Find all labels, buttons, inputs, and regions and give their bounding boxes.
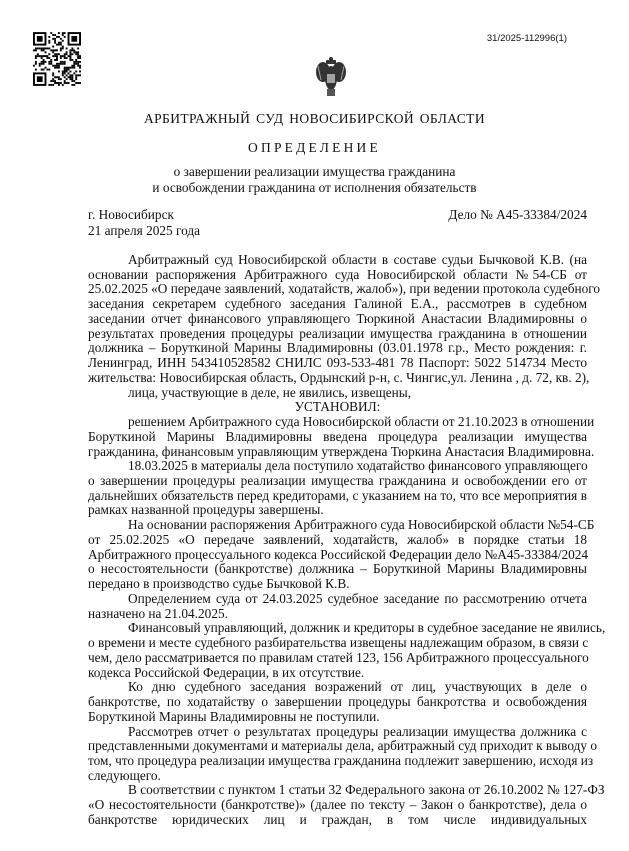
court-name: АРБИТРАЖНЫЙ СУД НОВОСИБИРСКОЙ ОБЛАСТИ [144, 111, 485, 126]
text-line: банкротстве юридических лиц и граждан, в том числе индивидуальных [88, 811, 587, 827]
text-line: кодекса Российской Федерации, в их отсутствие. [88, 664, 365, 680]
case-number: Дело № А45-33384/2024 [448, 207, 587, 222]
text-line: Боруткиной Марины Владимировны введена процедура реализации имущества [88, 428, 587, 444]
paragraph [88, 620, 606, 680]
text-line: представленными документами и материалы дела, арбитражный суд приходит к выводу о [88, 738, 597, 754]
text-line: о времени и месте судебного разбирательства извещены надлежащим образом, в связи с [88, 635, 589, 651]
document-body [88, 252, 606, 828]
text-line: Определением суда от 24.03.2025 судебное заседание по рассмотрению отчета [128, 590, 587, 606]
text-line: Финансовый управляющий, должник и кредиторы в судебное заседание не явились, [128, 620, 606, 636]
text-line: передано в производство судье Бычковой К.В. [88, 576, 350, 592]
text-line: заседания секретарем судебного заседания Галиной Е.А., рассмотрев в судебном [88, 296, 587, 312]
paragraph [88, 680, 587, 724]
text-line: лица, участвующие в деле, не явились, извещены, [128, 384, 412, 400]
subject-line: о завершении реализации имущества гражданина [173, 164, 456, 179]
text-line: должника – Боруткиной Марины Владимировны (03.01.1978 г.р., Место рождения: г. [88, 340, 587, 356]
text-line: Арбитражный суд Новосибирской области в составе судьи Бычковой К.В. (на [128, 252, 587, 267]
document-date: 21 апреля 2025 года [88, 223, 201, 238]
text-line: гражданина, финансовым управляющим утверждена Тюркина Анастасия Владимировна. [88, 443, 595, 459]
document-number: 31/2025-112996(1) [486, 33, 567, 44]
text-line: заседании отчет финансового управляющего Тюркиной Анастасии Владимировны о [88, 310, 587, 326]
paragraph [88, 386, 587, 401]
text-line: о завершении процедуры реализации имущества гражданина и освобождении его от [88, 473, 587, 489]
text-line: от 25.02.2025 «О передаче заявлений, ходатайств, жалоб» в порядке статьи 18 [88, 531, 587, 547]
text-line: назначено на 21.04.2025. [88, 605, 228, 621]
text-line: следующего. [88, 767, 161, 783]
text-line: Ленинград, ИНН 543410528582 СНИЛС 093-533-481 78 Паспорт: 5022 514734 Место [88, 355, 587, 371]
text-line: жительства: Новосибирская область, Ордынский р-н, с. Чингис,ул. Ленина , д. 72, кв. 2), [88, 369, 590, 385]
text-line: том, что процедура реализации имущества гражданина подлежит завершению, исходя из [88, 752, 594, 768]
qr-code-icon [33, 32, 81, 86]
text-line: дальнейших обязательств перед кредиторами, с указанием на то, что все мероприятия в [88, 487, 587, 503]
paragraph [88, 517, 595, 592]
coat-of-arms-icon [315, 56, 347, 98]
section-heading [88, 400, 587, 415]
paragraph [88, 592, 587, 621]
text-line: Рассмотрев отчет о результатах процедуры реализации имущества должника с [128, 723, 587, 739]
text-line: УСТАНОВИЛ: [294, 399, 381, 415]
text-line: основании распоряжения Арбитражного суда Новосибирской области №54-СБ от [88, 266, 587, 282]
text-line: На основании распоряжения Арбитражного суда Новосибирской области №54-СБ [128, 517, 595, 533]
text-line: Ко дню судебного заседания возражений от лиц, участвующих в деле о [128, 679, 587, 695]
text-line: решением Арбитражного суда Новосибирской области от 21.10.2023 в отношении [128, 414, 595, 430]
subject-line: и освобождении гражданина от исполнения обязательств [152, 180, 477, 195]
text-line: Боруткиной Марины Владимировны не поступили. [88, 708, 380, 724]
text-line: рамках названной процедуры завершены. [88, 502, 324, 518]
text-line: банкротстве, по ходатайству о завершении процедуры банкротства и освобождения [88, 694, 587, 710]
paragraph [88, 414, 595, 459]
text-line: чем, дело рассматривается по правилам статей 123, 156 Арбитражного процессуального [88, 649, 589, 665]
text-line: о несостоятельности (банкротстве) должника – Боруткиной Марины Владимировны [88, 561, 587, 577]
paragraph [88, 723, 597, 784]
text-line: Арбитражного процессуального кодекса Российской Федерации дело №А45-33384/2024 [88, 546, 589, 562]
document-type: ОПРЕДЕЛЕНИЕ [248, 140, 381, 155]
text-line: В соответствии с пунктом 1 статьи 32 Федерального закона от 26.10.2002 № 127-ФЗ [128, 782, 605, 798]
text-line: «О несостоятельности (банкротстве)» (далее по тексту – Закон о банкротстве), дела о [88, 797, 587, 813]
text-line: 18.03.2025 в материалы дела поступило ходатайство финансового управляющего [128, 458, 588, 474]
paragraph [88, 252, 601, 386]
city: г. Новосибирск [88, 207, 174, 222]
text-line: результатах проведения процедуры реализации имущества гражданина в отношении [88, 325, 587, 341]
text-line: 25.02.2025 «О передаче заявлений, ходатайств, жалоб»), при ведении протокола судебного [88, 281, 601, 297]
paragraph [88, 459, 587, 518]
paragraph [88, 782, 605, 827]
